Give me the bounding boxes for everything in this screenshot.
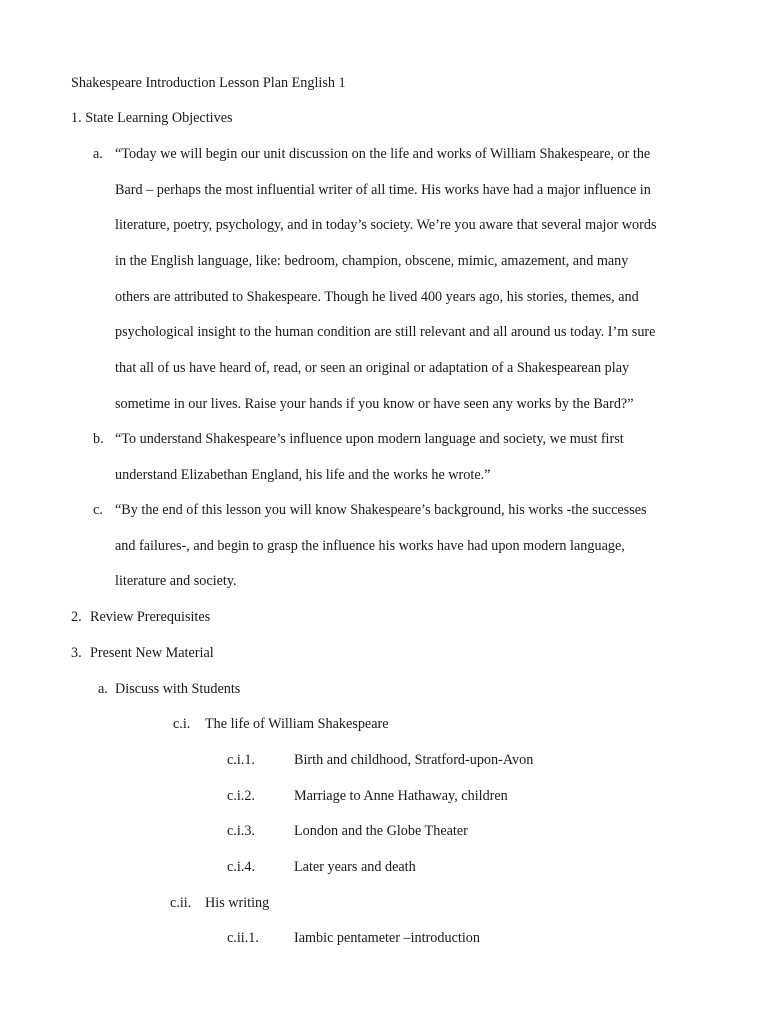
subitem-ci-marker: c.i. (173, 716, 191, 732)
subitem-ci4-text: Later years and death (294, 859, 416, 875)
subitem-ci4-marker: c.i.4. (227, 859, 255, 875)
subitem-ci3-text: London and the Globe Theater (294, 823, 468, 839)
section-3a-text: Discuss with Students (115, 681, 241, 697)
objective-a-line-2: Bard – perhaps the most influential writer of all time. His works have had a major influence in (115, 182, 651, 198)
document-title: Shakespeare Introduction Lesson Plan English 1 (71, 75, 346, 91)
list-marker-b: b. (93, 431, 104, 447)
objective-a-line-5: others are attributed to Shakespeare. Though he lived 400 years ago, his stories, themes, and (115, 289, 639, 305)
subitem-ci3-marker: c.i.3. (227, 823, 255, 839)
section-2-marker: 2. (71, 609, 82, 625)
objective-a-line-7: that all of us have heard of, read, or seen an original or adaptation of a Shakespearean play (115, 360, 630, 376)
subitem-ci1-marker: c.i.1. (227, 752, 255, 768)
section-3a-marker: a. (98, 681, 108, 697)
objective-b-line-2: understand Elizabethan England, his life and the works he wrote.” (115, 467, 491, 483)
objective-b-line-1: “To understand Shakespeare’s influence upon modern language and society, we must first (115, 431, 624, 447)
section-3-heading: Present New Material (90, 645, 214, 661)
subitem-cii-marker: c.ii. (170, 895, 192, 911)
objective-c-line-3: literature and society. (115, 573, 237, 589)
objective-a-line-4: in the English language, like: bedroom, champion, obscene, mimic, amazement, and many (115, 253, 629, 269)
subitem-cii1-marker: c.ii.1. (227, 930, 259, 946)
objective-a-line-1: “Today we will begin our unit discussion on the life and works of William Shakespeare, or the (115, 146, 651, 162)
section-1-heading: 1. State Learning Objectives (71, 110, 233, 126)
section-2-heading: Review Prerequisites (90, 609, 211, 625)
subitem-cii-text: His writing (205, 895, 270, 911)
subitem-cii1-text: Iambic pentameter –introduction (294, 930, 480, 946)
subitem-ci1-text: Birth and childhood, Stratford-upon-Avon (294, 752, 534, 768)
subitem-ci-text: The life of William Shakespeare (205, 716, 389, 732)
objective-a-line-3: literature, poetry, psychology, and in today’s society. We’re you aware that several major words (115, 217, 657, 233)
objective-c-line-1: “By the end of this lesson you will know Shakespeare’s background, his works -the successes (115, 502, 647, 518)
subitem-ci2-text: Marriage to Anne Hathaway, children (294, 788, 508, 804)
subitem-ci2-marker: c.i.2. (227, 788, 255, 804)
objective-c-line-2: and failures-, and begin to grasp the influence his works have had upon modern language, (115, 538, 625, 554)
objective-a-line-8: sometime in our lives. Raise your hands if you know or have seen any works by the Bard?” (115, 396, 634, 412)
objective-a-line-6: psychological insight to the human condition are still relevant and all around us today. I’m sure (115, 324, 656, 340)
list-marker-c: c. (93, 502, 103, 518)
list-marker-a: a. (93, 146, 103, 162)
section-3-marker: 3. (71, 645, 82, 661)
